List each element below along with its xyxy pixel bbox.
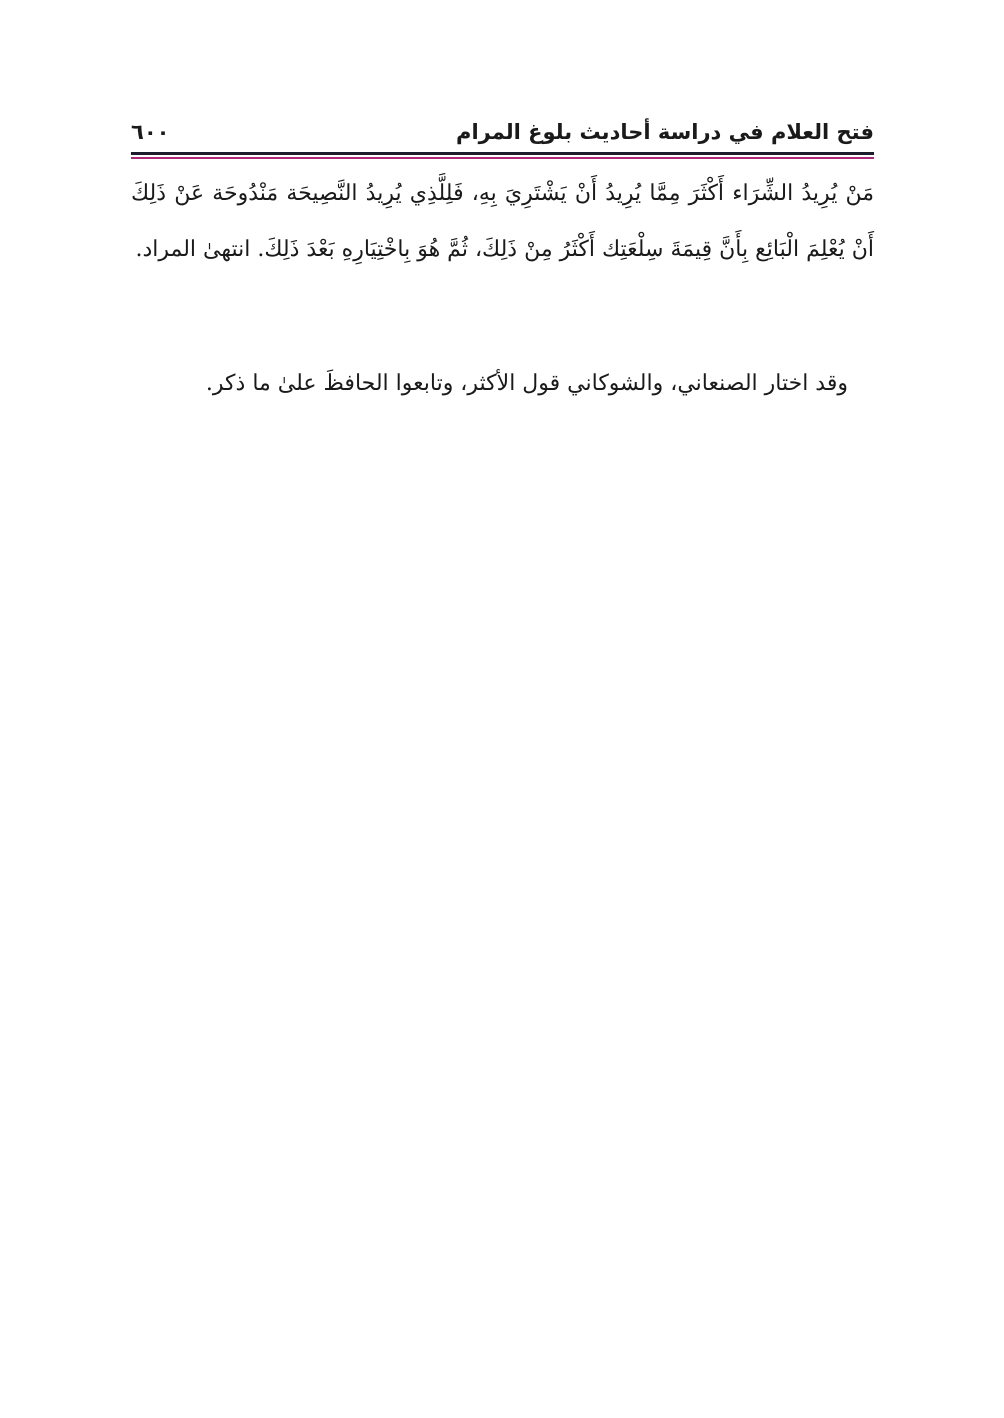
running-header (131, 114, 874, 150)
book-title: فتح العلام في دراسة أحاديث بلوغ المرام (456, 120, 874, 144)
header-rule-accent (131, 157, 874, 159)
body-paragraph: وقد اختار الصنعاني، والشوكاني قول الأكثر، وتابعوا الحافظَ علىٰ ما ذكر. (205, 371, 848, 396)
page-number: ٦٠٠ (131, 120, 170, 144)
quoted-passage: مَنْ يُرِيدُ الشِّرَاء أَكْثَرَ مِمَّا يُرِيدُ أَنْ يَشْتَرِيَ بِهِ، فَلِلَّذِي يُرِيدُ النَّصِيحَة مَنْدُوحَة عَنْ ذَلِكَ أَنْ يُعْلِمَ الْبَائِع بِأَنَّ قِيمَةَ سِلْعَتِك أَكْثَرُ مِنْ ذَلِكَ، ثُمَّ هُوَ بِاخْتِيَارِهِ بَعْدَ ذَلِكَ. انتهىٰ المراد. (131, 181, 874, 262)
header-rule-dark (131, 152, 874, 155)
